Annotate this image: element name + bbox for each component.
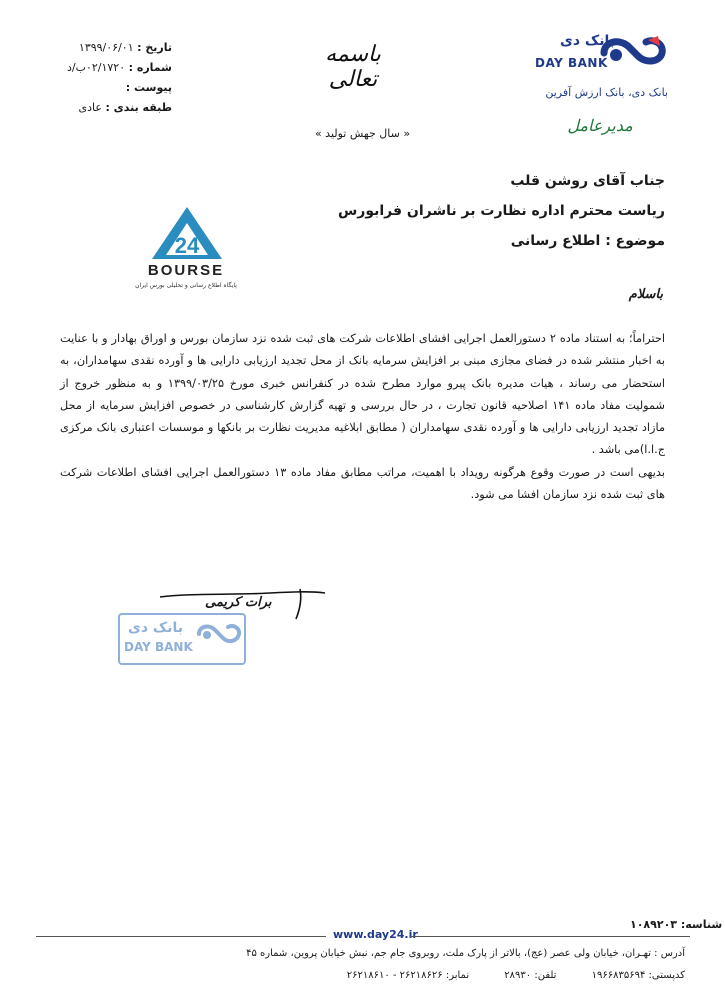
subject-line: موضوع : اطلاع رسانی	[510, 233, 665, 249]
stamp-logo-icon	[195, 620, 243, 648]
bank-name-fa: بانک دی	[560, 33, 615, 49]
bourse-subtitle: پایگاه اطلاع رسانی و تحلیلی بورس ایران	[135, 282, 237, 289]
letter-body	[60, 328, 665, 506]
greeting: باسلام	[628, 287, 663, 302]
year-slogan: « سال جهش تولید »	[314, 127, 411, 140]
bourse-logo-icon	[150, 205, 224, 261]
contact-info	[315, 970, 685, 981]
recipient-name: جناب آقای روشن قلب	[510, 173, 665, 189]
ceo-title: مدیرعامل	[567, 116, 633, 135]
bank-name-en: DAY BANK	[535, 56, 608, 70]
svg-text:24: 24	[174, 233, 200, 258]
number-row	[62, 58, 172, 78]
date-value: ۱۳۹۹/۰۶/۰۱	[78, 41, 134, 54]
recipient-title: ریاست محترم اداره نظارت بر ناشران فرابورس	[337, 203, 665, 219]
footer-divider-right	[410, 936, 690, 937]
attachment-label: پیوست :	[125, 81, 172, 94]
fax: نمابر: ۲۶۲۱۸۶۲۶ - ۲۶۲۱۸۶۱۰	[346, 970, 470, 981]
postal-code: کدپستی: ۱۹۶۶۸۳۵۶۹۴	[591, 970, 685, 981]
stamp-text-fa: بانک دی	[128, 620, 183, 636]
phone: تلفن: ۲۸۹۳۰	[504, 970, 557, 981]
invocation-calligraphy: باسمه تعالی	[325, 42, 381, 92]
date-label: تاریخ :	[137, 41, 172, 54]
number-label: شماره :	[128, 61, 172, 74]
signatory-name: برات کریمی	[205, 595, 272, 610]
classification-value: عادی	[78, 101, 102, 114]
bank-slogan: بانک دی، بانک ارزش آفرین	[545, 86, 668, 99]
classification-row	[62, 98, 172, 118]
date-row	[62, 38, 172, 58]
address: آدرس : تهـران، خیابان ولی عصر (عج)، بالاتر از پارک ملت، روبروی جام جم، نبش خیابان پروین، شماره ۴۵	[246, 948, 685, 959]
bourse-name: BOURSE	[147, 262, 225, 279]
website-link[interactable]: www.day24.ir	[333, 928, 418, 941]
letter-meta	[62, 38, 172, 118]
body-paragraph-1: احتراماً؛ به استناد ماده ۲ دستورالعمل اجرایی افشای اطلاعات شرکت های ثبت شده نزد سازمان بورس و اوراق بهادار و با عنایت به اخبار منتشر شده در فضای مجازی مبنی بر افزایش سرمایه بانک از محل تجدید ارزیابی دارایی ها و آورده نقدی سهامداران، به استحضار می رساند ، هیات مدیره بانک پیرو موارد مطرح شده در کنفرانس خبری مورخ ۱۳۹۹/۰۳/۲۵ و به منظور خروج از شمولیت مفاد ماده ۱۴۱ اصلاحیه قانون تجارت ، در حال بررسی و تهیه گزارش کارشناسی در خصوص افزایش سرمایه از محل مازاد تجدید ارزیابی دارایی ها و آورده نقدی سهامداران ( مطابق ابلاغیه مدیریت نظارت بر بانکها و موسسات اعتباری بانک مرکزی ج.ا.ا)می باشد .	[60, 332, 666, 457]
stamp-text-en: DAY BANK	[124, 640, 193, 654]
tracking-id: شناسه: ۱۰۸۹۲۰۳	[630, 918, 723, 931]
classification-label: طبقه بندی :	[105, 101, 172, 114]
footer-divider-left	[36, 936, 326, 937]
body-paragraph-2: بدیهی است در صورت وقوع هرگونه رویداد با اهمیت، مراتب مطابق مفاد ماده ۱۳ دستورالعمل اجرایی افشای اطلاعات شرکت های ثبت شده نزد سازمان افشا می شود.	[60, 465, 665, 502]
number-value: ۰۲/۱۷۲۰ب/د	[66, 61, 126, 74]
attachment-row	[62, 78, 172, 98]
